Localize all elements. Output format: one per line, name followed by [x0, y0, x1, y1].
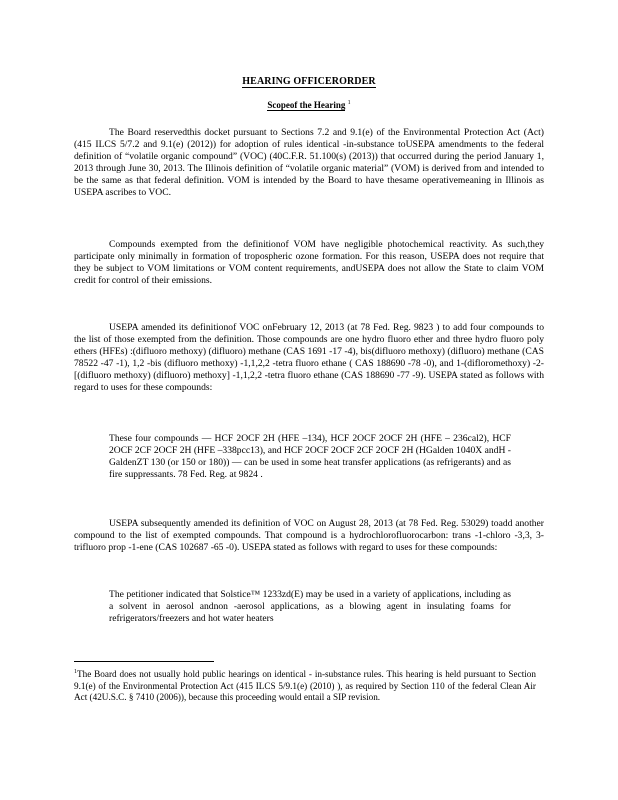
- page-title: [0, 76, 618, 88]
- paragraph-1: The Board reservedthis docket pursuant to Sections 7.2 and 9.1(e) of the Environmental Protection Act (Act) (415 ILCS 5/7.2 and 9.1(e) (2012)) for adoption of rules identical -in-substance toUSEPA amendments to the federal definition of “volatile organic compound” (VOC) (40C.F.R. 51.100(s) (2013)) that occurred during the period January 1, 2013 through June 30, 2013. The Illinois definition of “volatile organic material” (VOM) is derived from and intended to be the same as that federal definition. VOM is intended by the Board to have thesame operativemeaning in Illinois as USEPA ascribes to VOC.: [74, 127, 544, 198]
- footnote-divider: [74, 661, 214, 662]
- section-heading: [0, 100, 618, 110]
- paragraph-3: USEPA amended its definitionof VOC onFebruary 12, 2013 (at 78 Fed. Reg. 9823 ) to add four compounds to the list of those exempted from the definition. Those compounds are one hydro fluoro ether and three hydro fluoro poly ethers (HFEs) :(difluoro methoxy) (difluoro) methane (CAS 1691 -17 -4), bis(difluoro methoxy) (difluoro) methane (CAS 78522 -47 -1), 1,2 -bis (difluoro methoxy) -1,1,2,2 -tetra fluoro ethane ( CAS 188690 -78 -0), and 1-(difloromethoxy) -2-[(difluoro methoxy) (difluoro) methoxy] -1,1,2,2 -tetra fluoro ethane (CAS 188690 -77 -9). USEPA stated as follows with regard to uses for these compounds:: [74, 322, 544, 393]
- footnote: [74, 667, 536, 704]
- title-text: HEARING OFFICERORDER: [242, 76, 376, 87]
- block-quote-2: The petitioner indicated that Solstice™ 1233zd(E) may be used in a variety of applications, including as a solvent in aerosol andnon -aerosol applications, as a blowing agent in insulating foams for refrigerators/freezers and hot water heaters: [109, 589, 511, 624]
- paragraph-2: Compounds exempted from the definitionof VOM have negligible photochemical reactivity. As such,they participate only minimally in formation of tropospheric ozone formation. For this reason, USEPA does not require that they be subject to VOM limitations or VOM content requirements, andUSEPA does not allow the State to claim VOM credit for control of their emissions.: [74, 239, 544, 286]
- block-quote-1: These four compounds — HCF 2OCF 2H (HFE –134), HCF 2OCF 2OCF 2H (HFE – 236cal2), HCF 2OCF 2CF 2OCF 2H (HFE –338pcc13), and HCF 2OCF 2OCF 2CF 2OCF 2H (HGalden 1040X andH - GaldenZT 130 (or 150 or 180)) — can be used in some heat transfer applications (as refrigerants) and as fire suppressants. 78 Fed. Reg. at 9824 .: [109, 433, 511, 480]
- paragraph-4: USEPA subsequently amended its definition of VOC on August 28, 2013 (at 78 Fed. Reg. 53029) toadd another compound to the list of exempted compounds. That compound is a hydrochlorofluorocarbon: trans -1-chloro -3,3, 3-trifluoro prop -1-ene (CAS 102687 -65 -0). USEPA stated as follows with regard to uses for these compounds:: [74, 518, 544, 553]
- section-heading-text: Scopeof the Hearing: [267, 100, 346, 110]
- footnote-reference: 1: [347, 100, 351, 106]
- footnote-text: The Board does not usually hold public hearings on identical - in-substance rules. This hearing is held pursuant to Section 9.1(e) of the Environmental Protection Act (415 ILCS 5/9.1(e) (2010) ), as required by Section 110 of the federal Clean Air Act (42U.S.C. § 7410 (2006)), because this proceeding would entail a SIP revision.: [74, 669, 536, 703]
- footnote-marker: 1: [74, 669, 77, 675]
